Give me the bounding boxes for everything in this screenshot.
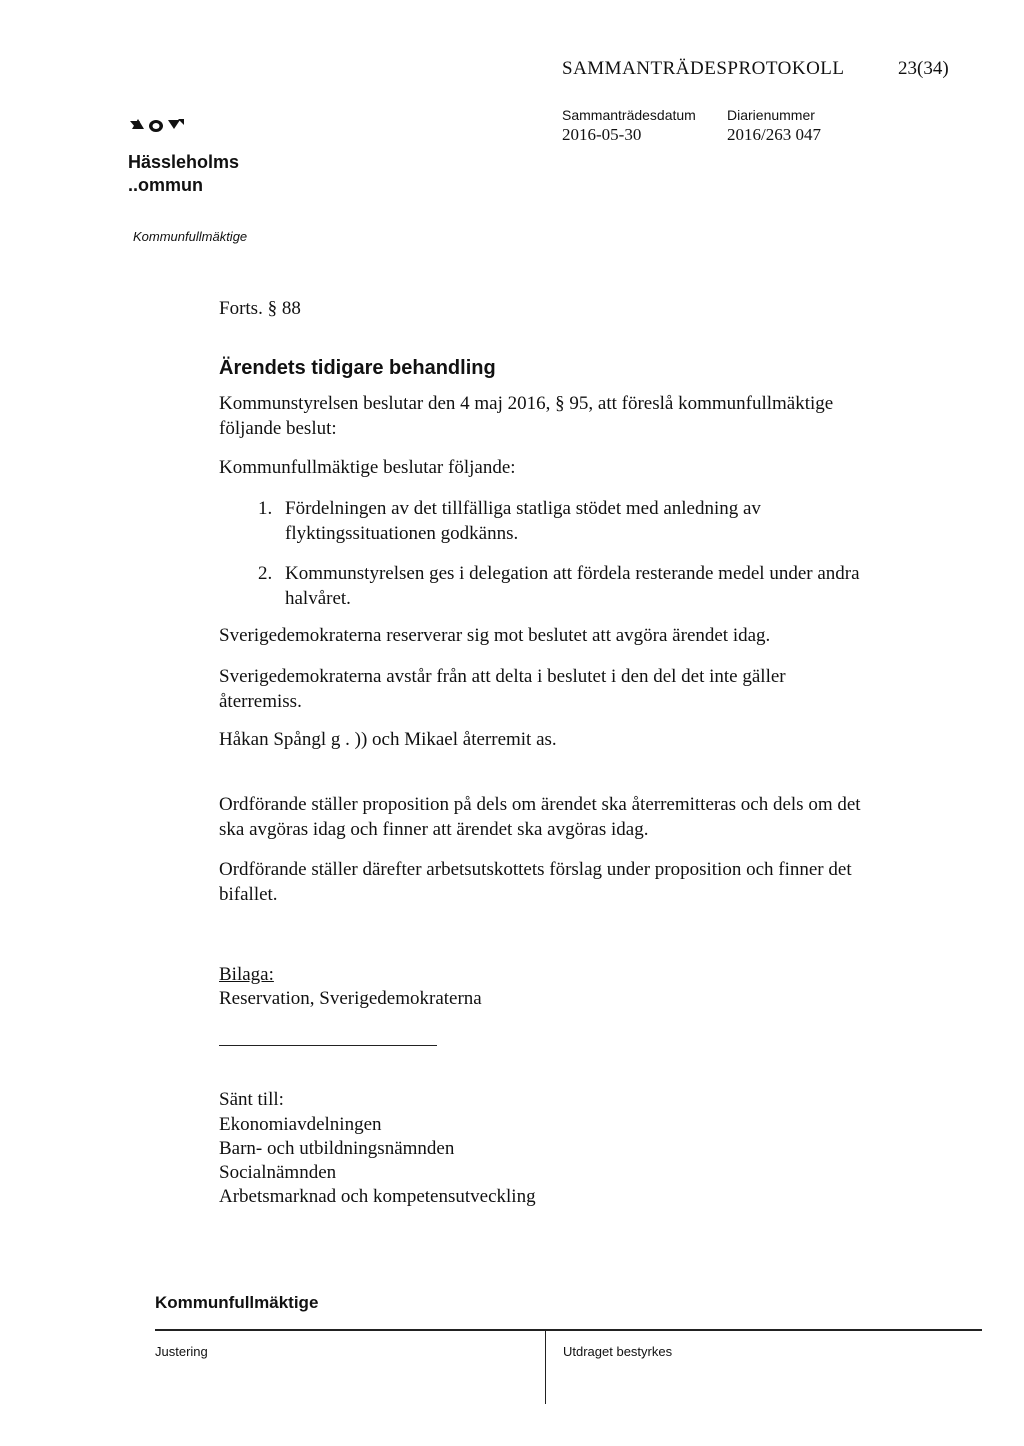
justering-label: Justering [155, 1344, 208, 1359]
meeting-date-label: Sammanträdesdatum [562, 107, 696, 123]
paragraph: Ordförande ställer proposition på dels om ärendet ska återremitteras och dels om det ska avgöras idag och finner att ärendet ska avgöras idag. [219, 794, 861, 840]
sent-to-label: Sänt till: [219, 1089, 284, 1110]
diary-number: 2016/263 047 [727, 125, 821, 144]
paragraph: Kommunstyrelsen beslutar den 4 maj 2016, § 95, att föreslå kommunfullmäktige följande beslut: [219, 393, 834, 439]
attachment-label: Bilaga: [219, 964, 274, 985]
list-item: Fördelningen av det tillfälliga statliga stödet med anledning av flyktingssituationen godkänns. [285, 498, 761, 544]
paragraph: Ordförande ställer därefter arbetsutskottets förslag under proposition och finner det bifallet. [219, 859, 852, 905]
page-number: 23(34) [898, 58, 949, 79]
recipient-item: Barn- och utbildningsnämnden [219, 1138, 455, 1159]
recipient-item: Ekonomiavdelningen [219, 1114, 382, 1135]
list-item: Kommunstyrelsen ges i delegation att fördela resterande medel under andra halvåret. [285, 563, 860, 609]
list-item-number: 2. [258, 563, 273, 584]
logo-text-line2: ..ommun [128, 175, 203, 195]
recipient-item: Arbetsmarknad och kompetensutveckling [219, 1186, 536, 1207]
paragraph: Kommunfullmäktige beslutar följande: [219, 457, 516, 478]
recipient-item: Socialnämnden [219, 1162, 337, 1183]
paragraph: Håkan Spångl g . )) och Mikael återremit as. [219, 729, 557, 750]
meeting-date: 2016-05-30 [562, 125, 642, 144]
footer-title: Kommunfullmäktige [155, 1293, 319, 1312]
utdrag-label: Utdraget bestyrkes [563, 1344, 673, 1359]
document-type: SAMMANTRÄDESPROTOKOLL [562, 58, 845, 79]
paragraph: Sverigedemokraterna reserverar sig mot beslutet att avgöra ärendet idag. [219, 625, 771, 646]
municipality-logo-icon [128, 117, 188, 139]
footer-divider [155, 1329, 982, 1331]
list-item-number: 1. [258, 498, 273, 519]
section-heading: Ärendets tidigare behandling [219, 357, 496, 379]
logo-text-line1: Hässleholms [128, 152, 240, 172]
paragraph: Sverigedemokraterna avstår från att delta i beslutet i den del det inte gäller återremiss. [219, 666, 786, 712]
recipient-list [219, 1112, 536, 1208]
footer-column-divider [545, 1329, 546, 1404]
section-continuation: Forts. § 88 [219, 298, 301, 319]
attachment-item: Reservation, Sverigedemokraterna [219, 988, 482, 1009]
divider [219, 1045, 437, 1046]
diary-number-label: Diarienummer [727, 107, 815, 123]
body-label: Kommunfullmäktige [133, 229, 248, 244]
